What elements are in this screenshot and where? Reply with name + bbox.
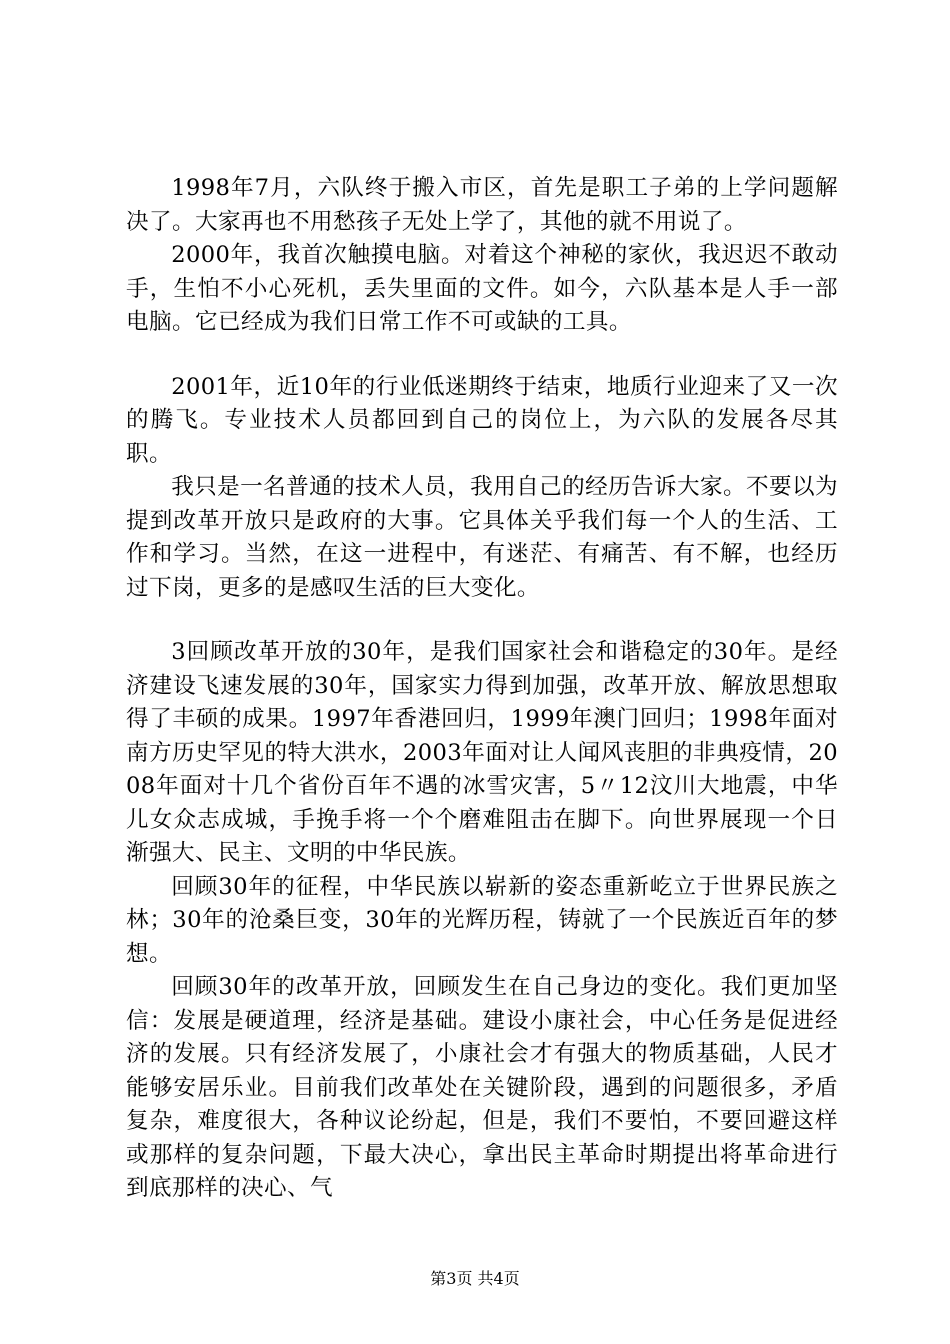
paragraph-1998: 1998年7月，六队终于搬入市区，首先是职工子弟的上学问题解决了。大家再也不用愁孩子无处上学了，其他的就不用说了。 <box>126 175 838 235</box>
paragraph-reform-conviction: 回顾30年的改革开放，回顾发生在自己身边的变化。我们更加坚信：发展是硬道理，经济是基础。建设小康社会，中心任务是促进经济的发展。只有经济发展了，小康社会才有强大的物质基础，人民才能够安居乐业。目前我们改革处在关键阶段，遇到的问题很多，矛盾复杂，难度很大，各种议论纷起，但是，我们不要怕，不要回避这样或那样的复杂问题，下最大决心，拿出民主革命时期提出将革命进行到底那样的决心、气 <box>126 974 838 1201</box>
paragraph-journey: 回顾30年的征程，中华民族以崭新的姿态重新屹立于世界民族之林；30年的沧桑巨变，30年的光辉历程，铸就了一个民族近百年的梦想。 <box>126 873 838 967</box>
paragraph-2000: 2000年，我首次触摸电脑。对着这个神秘的家伙，我迟迟不敢动手，生怕不小心死机，丢失里面的文件。如今，六队基本是人手一部电脑。它已经成为我们日常工作不可或缺的工具。 <box>126 242 838 335</box>
paragraph-review-30-years: 3回顾改革开放的30年，是我们国家社会和谐稳定的30年。是经济建设飞速发展的30年，国家实力得到加强，改革开放、解放思想取得了丰硕的成果。1997年香港回归，1999年澳门回归；1998年面对南方历史罕见的特大洪水，2003年面对让人闻风丧胆的非典疫情，2008年面对十几个省份百年不遇的冰雪灾害，5〃12汶川大地震，中华儿女众志成城，手挽手将一个个磨难阻击在脚下。向世界展现一个日渐强大、民主、文明的中华民族。 <box>126 639 838 866</box>
page-number-footer: 第3页 共4页 <box>430 1269 520 1288</box>
paragraph-2001: 2001年，近10年的行业低迷期终于结束，地质行业迎来了又一次的腾飞。专业技术人员都回到自己的岗位上，为六队的发展各尽其职。 <box>126 373 838 467</box>
document-body <box>126 172 838 1206</box>
paragraph-technician: 我只是一名普通的技术人员，我用自己的经历告诉大家。不要以为提到改革开放只是政府的大事。它具体关乎我们每一个人的生活、工作和学习。当然，在这一进程中，有迷茫、有痛苦、有不解，也经历过下岗，更多的是感叹生活的巨大变化。 <box>126 474 839 601</box>
